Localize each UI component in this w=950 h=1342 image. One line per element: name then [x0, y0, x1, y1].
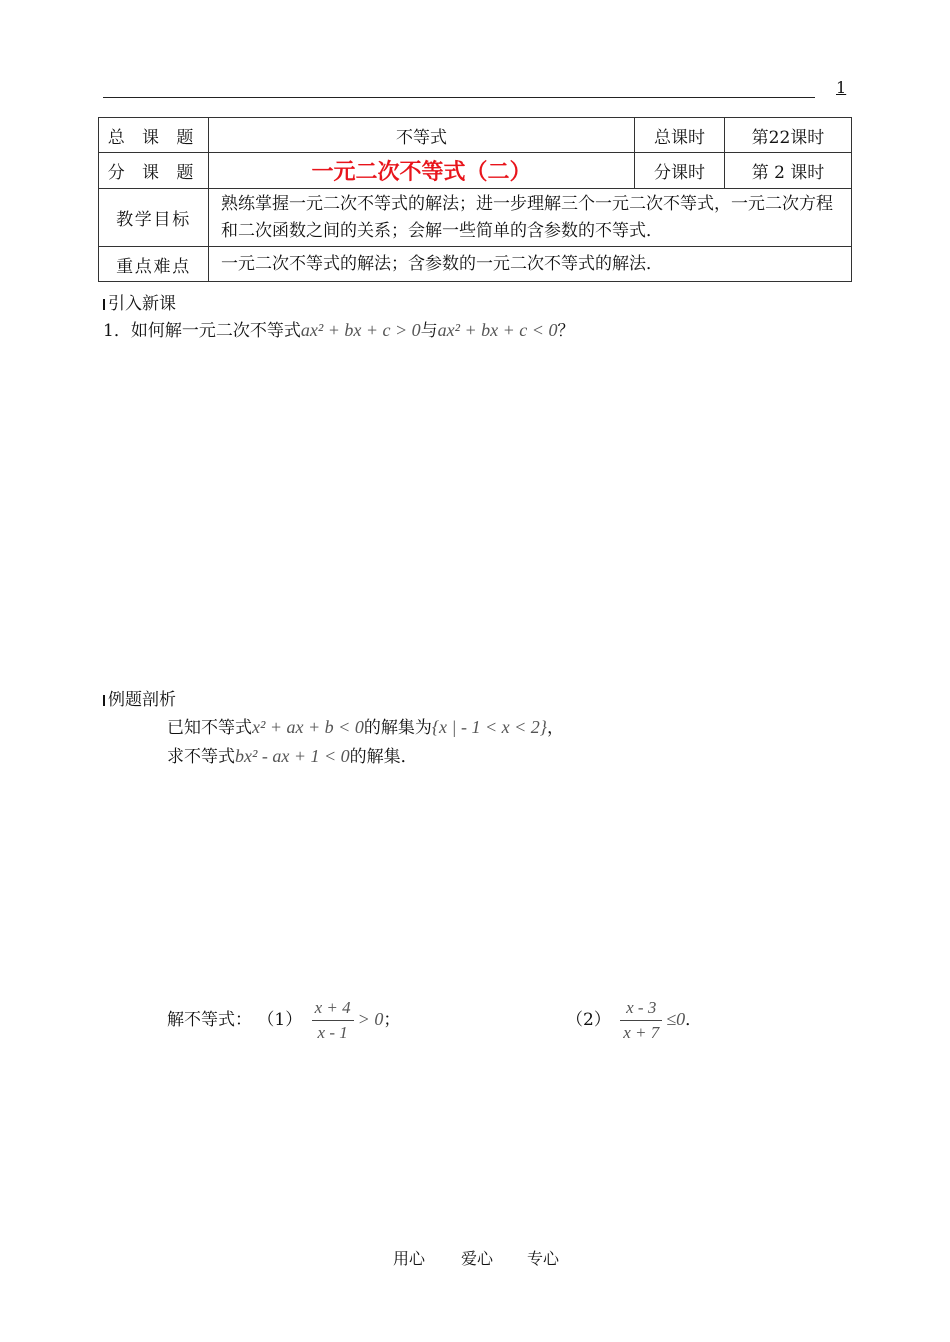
footer-text-2: 爱心 [461, 1249, 494, 1268]
key-points-label: 重点难点 [99, 247, 209, 282]
total-hours-label: 总课时 [635, 118, 725, 153]
lesson-info-table [98, 117, 852, 282]
table-row-main-topic [99, 118, 852, 153]
fraction-denominator: x + 7 [623, 1023, 660, 1042]
example-2-prefix: 解不等式： [167, 1010, 252, 1030]
table-row-sub-topic [99, 153, 852, 189]
question-1-suffix: ？ [557, 321, 575, 341]
example-2-part-2 [566, 998, 702, 1043]
question-1-mid: 与 [420, 321, 438, 341]
total-hours-value: 第22课时 [725, 118, 852, 153]
fraction-numerator: x - 3 [620, 998, 662, 1021]
example-1-line-1 [167, 713, 564, 738]
example-1-math: x² + ax + b < 0 [252, 717, 364, 737]
section-marker-icon [103, 299, 105, 310]
main-topic-value: 不等式 [209, 118, 635, 153]
section-intro-title [103, 289, 176, 314]
example-2-part-1-fraction [312, 998, 354, 1043]
key-points-text: 一元二次不等式的解法；含参数的一元二次不等式的解法． [209, 247, 852, 282]
fraction-denominator: x - 1 [317, 1023, 348, 1042]
sub-topic-title: 一元二次不等式（二） [209, 153, 635, 189]
objectives-text: 熟练掌握一元二次不等式的解法；进一步理解三个一元二次不等式，一元二次方程和二次函数之间的关系；会解一些简单的含参数的不等式． [209, 189, 852, 247]
example-2-part-1-relation: > 0 [357, 1009, 384, 1029]
example-2-part-1-label: （1） [257, 1010, 303, 1030]
example-2-part-1-end: ； [383, 1010, 401, 1030]
fraction-numerator: x + 4 [312, 998, 354, 1021]
page-number: 1 [836, 78, 847, 97]
sub-topic-label: 分 课 题 [99, 153, 209, 189]
example-2-part-2-relation: ≤0 [666, 1009, 686, 1029]
example-1-suffix: ， [546, 718, 564, 738]
sub-hours-label: 分课时 [635, 153, 725, 189]
section-examples-title [103, 685, 176, 710]
main-topic-label: 总 课 题 [99, 118, 209, 153]
example-1-line-2-prefix: 求不等式 [167, 747, 235, 767]
question-1-prefix: 1．如何解一元二次不等式 [103, 321, 301, 341]
table-row-objectives [99, 189, 852, 247]
section-examples-title-text: 例题剖析 [108, 690, 176, 710]
footer-text-1: 用心 [393, 1249, 426, 1268]
example-1-prefix: 已知不等式 [167, 718, 252, 738]
example-2 [167, 998, 400, 1043]
section-intro-title-text: 引入新课 [108, 294, 176, 314]
example-1-mid: 的解集为 [363, 718, 432, 738]
header-rule [103, 97, 815, 98]
example-1-line-2-math: bx² - ax + 1 < 0 [235, 746, 350, 766]
objectives-label: 教学目标 [99, 189, 209, 247]
question-1-math-2: ax² + bx + c < 0 [437, 320, 558, 340]
example-2-part-2-label: （2） [566, 1010, 611, 1030]
example-1-line-2 [167, 742, 418, 767]
sub-hours-value: 第 2 课时 [725, 153, 852, 189]
example-2-part-2-fraction [620, 998, 662, 1043]
example-1-solution-set: {x | - 1 < x < 2} [431, 717, 547, 737]
example-2-part-2-end: ． [685, 1010, 703, 1030]
question-1 [103, 316, 574, 341]
footer-text-3: 专心 [527, 1249, 560, 1268]
example-1-line-2-suffix: 的解集． [349, 747, 418, 767]
question-1-math-1: ax² + bx + c > 0 [300, 320, 421, 340]
table-row-key-points [99, 247, 852, 282]
section-marker-icon [103, 695, 105, 706]
